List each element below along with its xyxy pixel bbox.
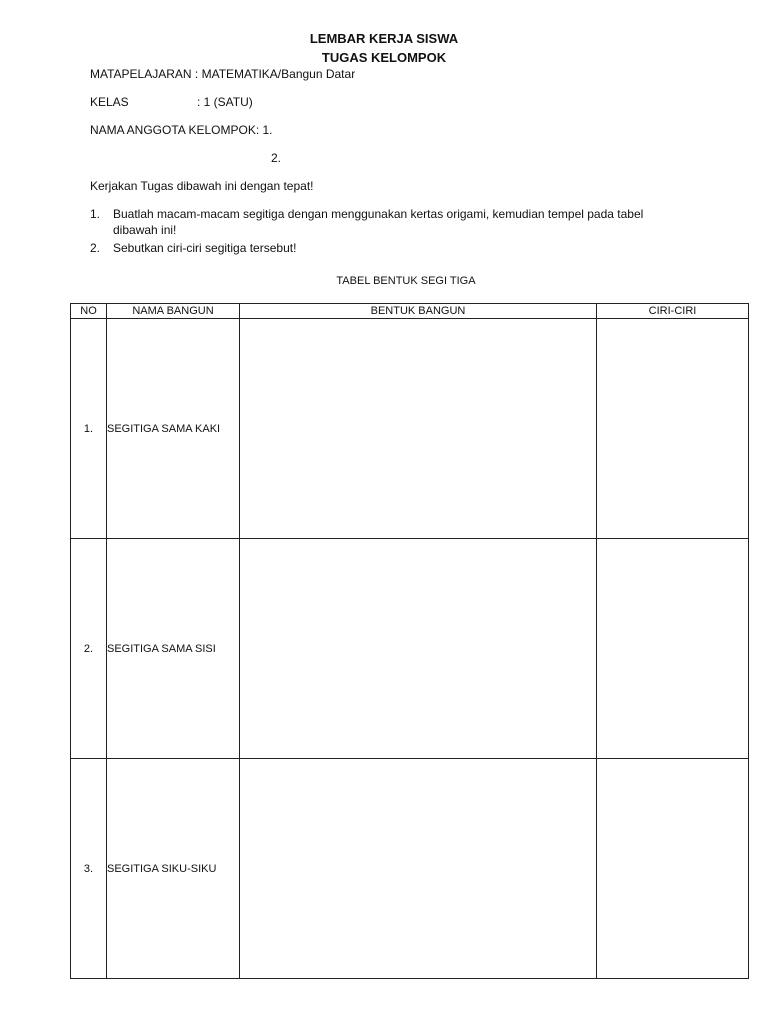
instruction-text: Sebutkan ciri-ciri segitiga tersebut! [113, 241, 297, 255]
table-header-row [71, 304, 749, 319]
header-bentuk-bangun: BENTUK BANGUN [240, 304, 597, 319]
row-number: 2. [71, 539, 107, 759]
header-ciri-ciri: CIRI-CIRI [597, 304, 749, 319]
header-no: NO [71, 304, 107, 319]
worksheet-subtitle: TUGAS KELOMPOK [321, 50, 447, 65]
triangle-shapes-table [70, 303, 749, 979]
instruction-item [90, 240, 690, 256]
characteristics-cell [597, 539, 749, 759]
table-row [71, 319, 749, 539]
instruction-text: Buatlah macam-macam segitiga dengan menggunakan kertas origami, kemudian tempel pada tabel dibawah ini! [113, 207, 644, 237]
shape-name: SEGITIGA SIKU-SIKU [107, 759, 240, 979]
table-row [71, 539, 749, 759]
characteristics-cell [597, 759, 749, 979]
characteristics-cell [597, 319, 749, 539]
instruction-item [90, 206, 690, 238]
instruction-intro: Kerjakan Tugas dibawah ini dengan tepat! [90, 179, 314, 193]
header-nama-bangun: NAMA BANGUN [107, 304, 240, 319]
row-number: 1. [71, 319, 107, 539]
table-title: TABEL BENTUK SEGI TIGA [336, 275, 476, 287]
worksheet-title: LEMBAR KERJA SISWA [309, 31, 459, 46]
shape-name: SEGITIGA SAMA KAKI [107, 319, 240, 539]
instruction-number: 1. [90, 207, 101, 221]
class-label: KELAS [90, 95, 129, 109]
row-number: 3. [71, 759, 107, 979]
table-row [71, 759, 749, 979]
shape-drawing-cell [240, 319, 597, 539]
subject-line: MATAPELAJARAN : MATEMATIKA/Bangun Datar [90, 67, 356, 81]
shape-name: SEGITIGA SAMA SISI [107, 539, 240, 759]
class-line [90, 95, 253, 109]
shape-drawing-cell [240, 759, 597, 979]
class-value: : 1 (SATU) [197, 95, 253, 109]
group-members-line: NAMA ANGGOTA KELOMPOK: 1. [90, 123, 273, 137]
instruction-number: 2. [90, 241, 101, 255]
shape-drawing-cell [240, 539, 597, 759]
instruction-list [90, 206, 690, 258]
group-member-2-number: 2. [271, 151, 282, 165]
